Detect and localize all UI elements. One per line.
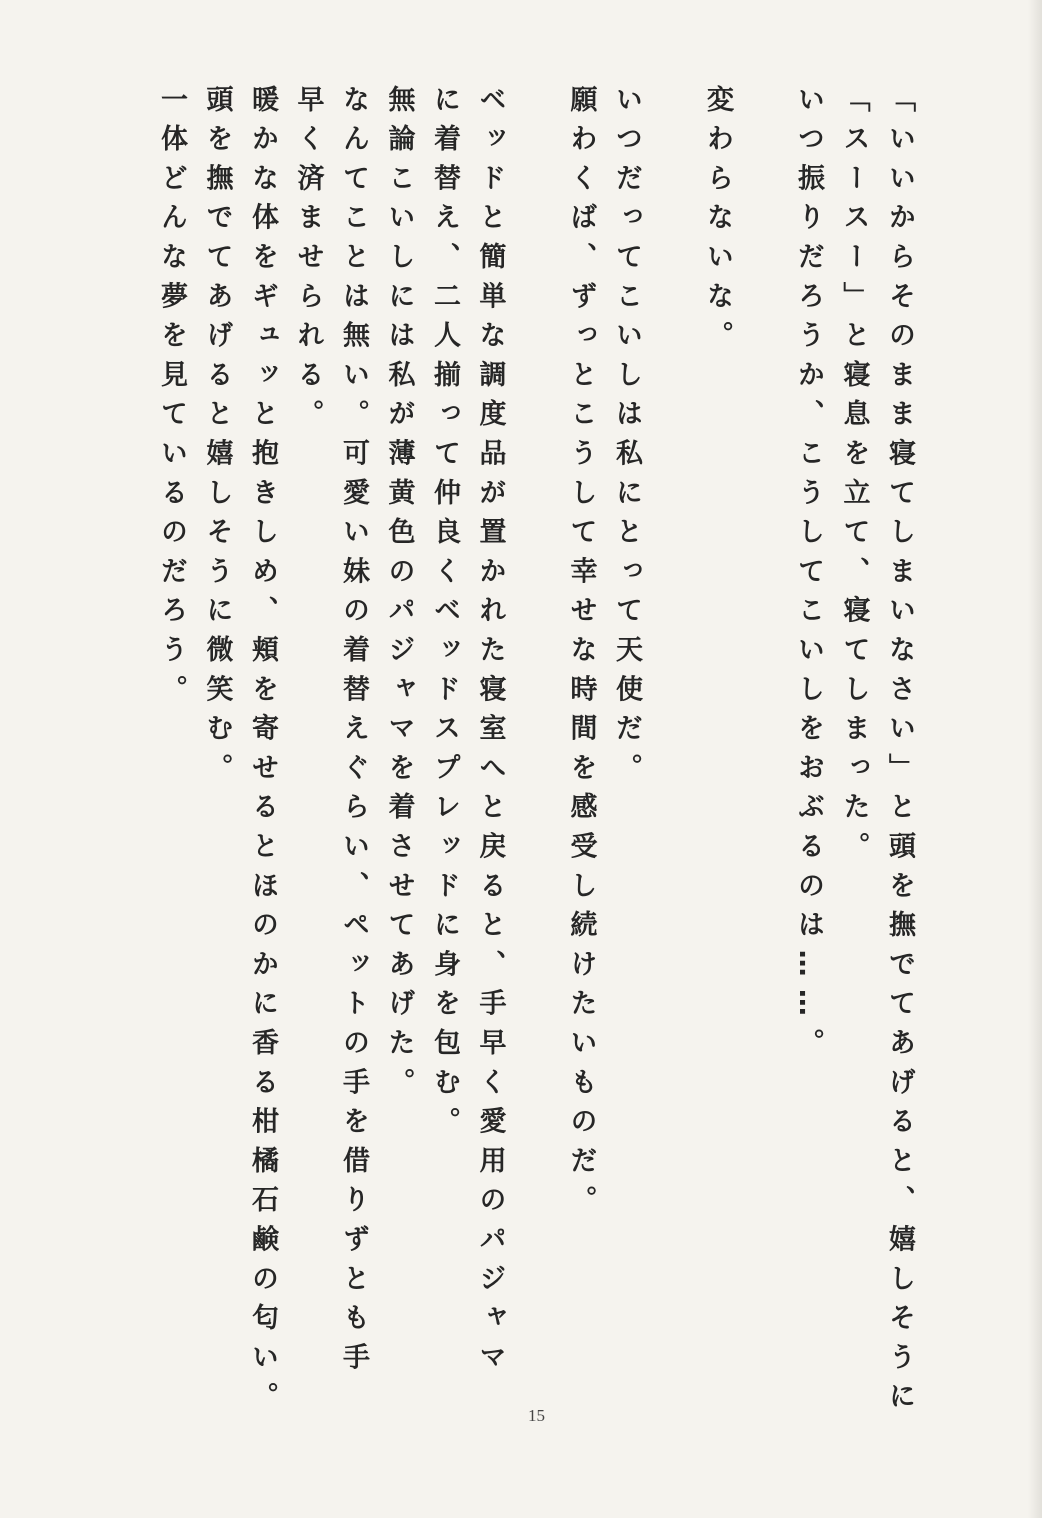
text-line: 「スースー」と寝息を立て、寝てしまった。 xyxy=(838,85,870,871)
text-line: なんてことは無い。可愛い妹の着替えぐらい、ペットの手を借りずとも手 xyxy=(338,85,369,1382)
text-line: 無論こいしには私が薄黄色のパジャマを着させてあげた。 xyxy=(383,85,415,1107)
text-line: 頭を撫でてあげると嬉しそうに微笑む。 xyxy=(201,85,233,793)
text-line: に着替え、二人揃って仲良くベッドスプレッドに身を包む。 xyxy=(429,85,460,1147)
blank-line xyxy=(740,85,786,1445)
vertical-text-body xyxy=(149,85,923,1445)
text-line: 変わらないな。 xyxy=(702,85,733,361)
text-line: 「いいからそのまま寝てしまいなさい」と頭を撫でてあげると、嬉しそうに xyxy=(884,85,915,1422)
text-line: 一体どんな夢を見ているのだろう。 xyxy=(156,85,187,714)
text-line: 暖かな体をギュッと抱きしめ、頬を寄せるとほのかに香る柑橘石鹸の匂い。 xyxy=(247,85,278,1422)
text-line: いつ振りだろうか、こうしてこいしをおぶるのは……。 xyxy=(793,85,824,1068)
text-line: 早く済ませられる。 xyxy=(292,85,324,439)
blank-line xyxy=(513,85,559,1445)
text-line: ベッドと簡単な調度品が置かれた寝室へと戻ると、手早く愛用のパジャマ xyxy=(474,85,506,1382)
text-line: 願わくば、ずっとこうして幸せな時間を感受し続けたいものだ。 xyxy=(565,85,597,1225)
text-line: いつだってこいしは私にとって天使だ。 xyxy=(611,85,642,793)
page-edge-shadow xyxy=(1028,0,1042,1518)
page-number: 15 xyxy=(528,1406,545,1425)
blank-line xyxy=(649,85,695,1445)
